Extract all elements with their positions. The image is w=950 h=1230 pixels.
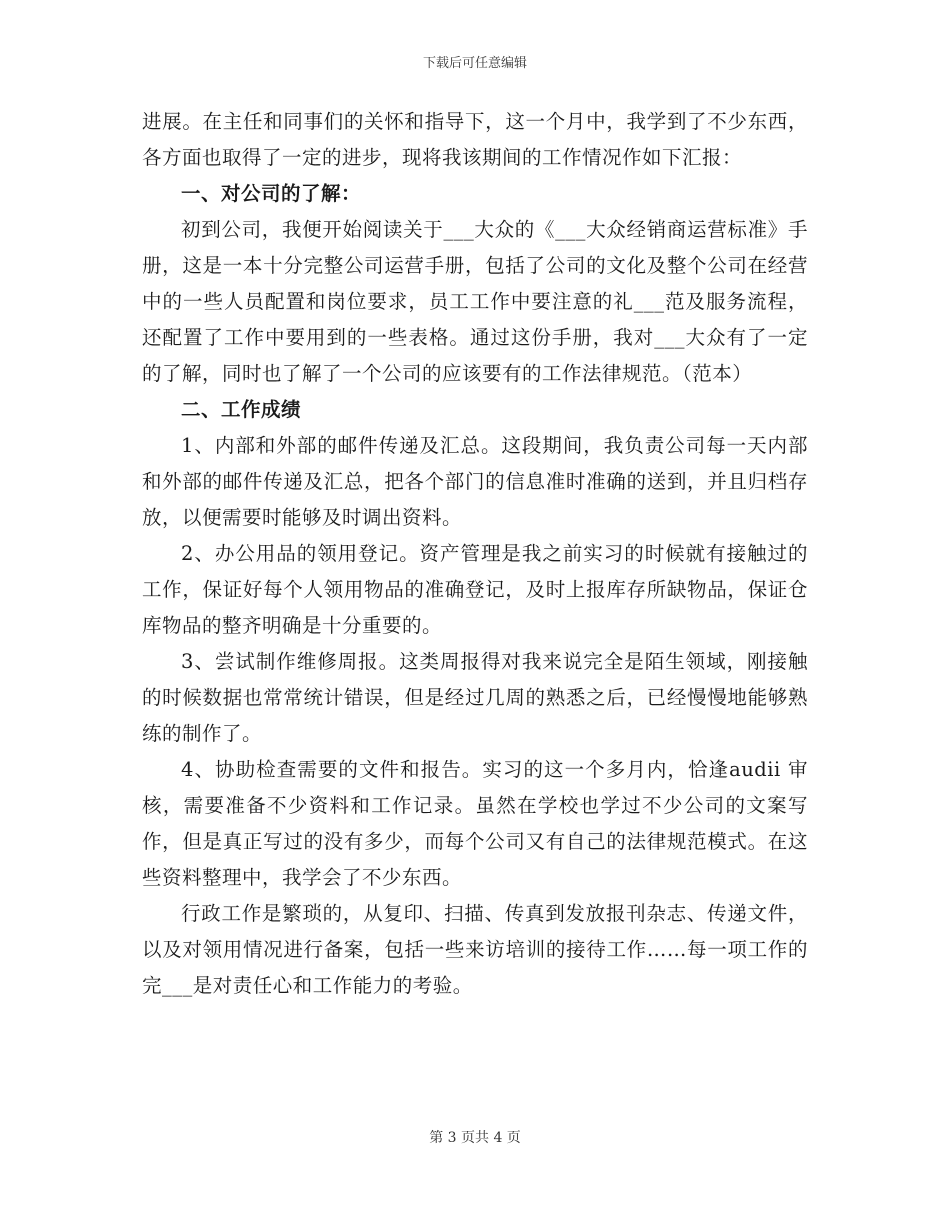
paragraph-item-4: 4、协助检查需要的文件和报告。实习的这一个多月内，恰逢audii 审核，需要准备不少资料和工作记录。虽然在学校也学过不少公司的文案写作，但是真正写过的没有多少，而每个公司又有自己的法律规范模式。在这些资料整理中，我学会了不少东西。	[142, 758, 808, 889]
paragraph-item-1: 1、内部和外部的邮件传递及汇总。这段期间，我负责公司每一天内部和外部的邮件传递及汇总，把各个部门的信息准时准确的送到，并且归档存放，以便需要时能够及时调出资料。	[142, 434, 808, 529]
section-heading-company: 一、对公司的了解：	[181, 182, 362, 205]
paragraph-admin-work: 行政工作是繁琐的，从复印、扫描、传真到发放报刊杂志、传递文件，以及对领用情况进行备案，包括一些来访培训的接待工作……每一项工作的完___是对责任心和工作能力的考验。	[142, 902, 808, 997]
paragraph-item-3: 3、尝试制作维修周报。这类周报得对我来说完全是陌生领域，刚接触的时候数据也常常统计错误，但是经过几周的熟悉之后，已经慢慢地能够熟练的制作了。	[142, 650, 808, 745]
page-header-note: 下载后可任意编辑	[422, 56, 527, 71]
section-heading-achievements: 二、工作成绩	[181, 398, 302, 421]
paragraph-intro: 进展。在主任和同事们的关怀和指导下，这一个月中，我学到了不少东西，各方面也取得了一定的进步，现将我该期间的工作情况作如下汇报：	[142, 110, 808, 169]
page-number: 第 3 页共 4 页	[429, 1130, 521, 1146]
document-body	[142, 104, 808, 1004]
paragraph-company: 初到公司，我便开始阅读关于___大众的《___大众经销商运营标准》手册，这是一本十分完整公司运营手册，包括了公司的文化及整个公司在经营中的一些人员配置和岗位要求，员工工作中要注意的礼___范及服务流程，还配置了工作中要用到的一些表格。通过这份手册，我对___大众有了一定的了解，同时也了解了一个公司的应该要有的工作法律规范。（范本）	[142, 218, 808, 385]
paragraph-item-2: 2、办公用品的领用登记。资产管理是我之前实习的时候就有接触过的工作，保证好每个人领用物品的准确登记，及时上报库存所缺物品，保证仓库物品的整齐明确是十分重要的。	[142, 542, 808, 637]
